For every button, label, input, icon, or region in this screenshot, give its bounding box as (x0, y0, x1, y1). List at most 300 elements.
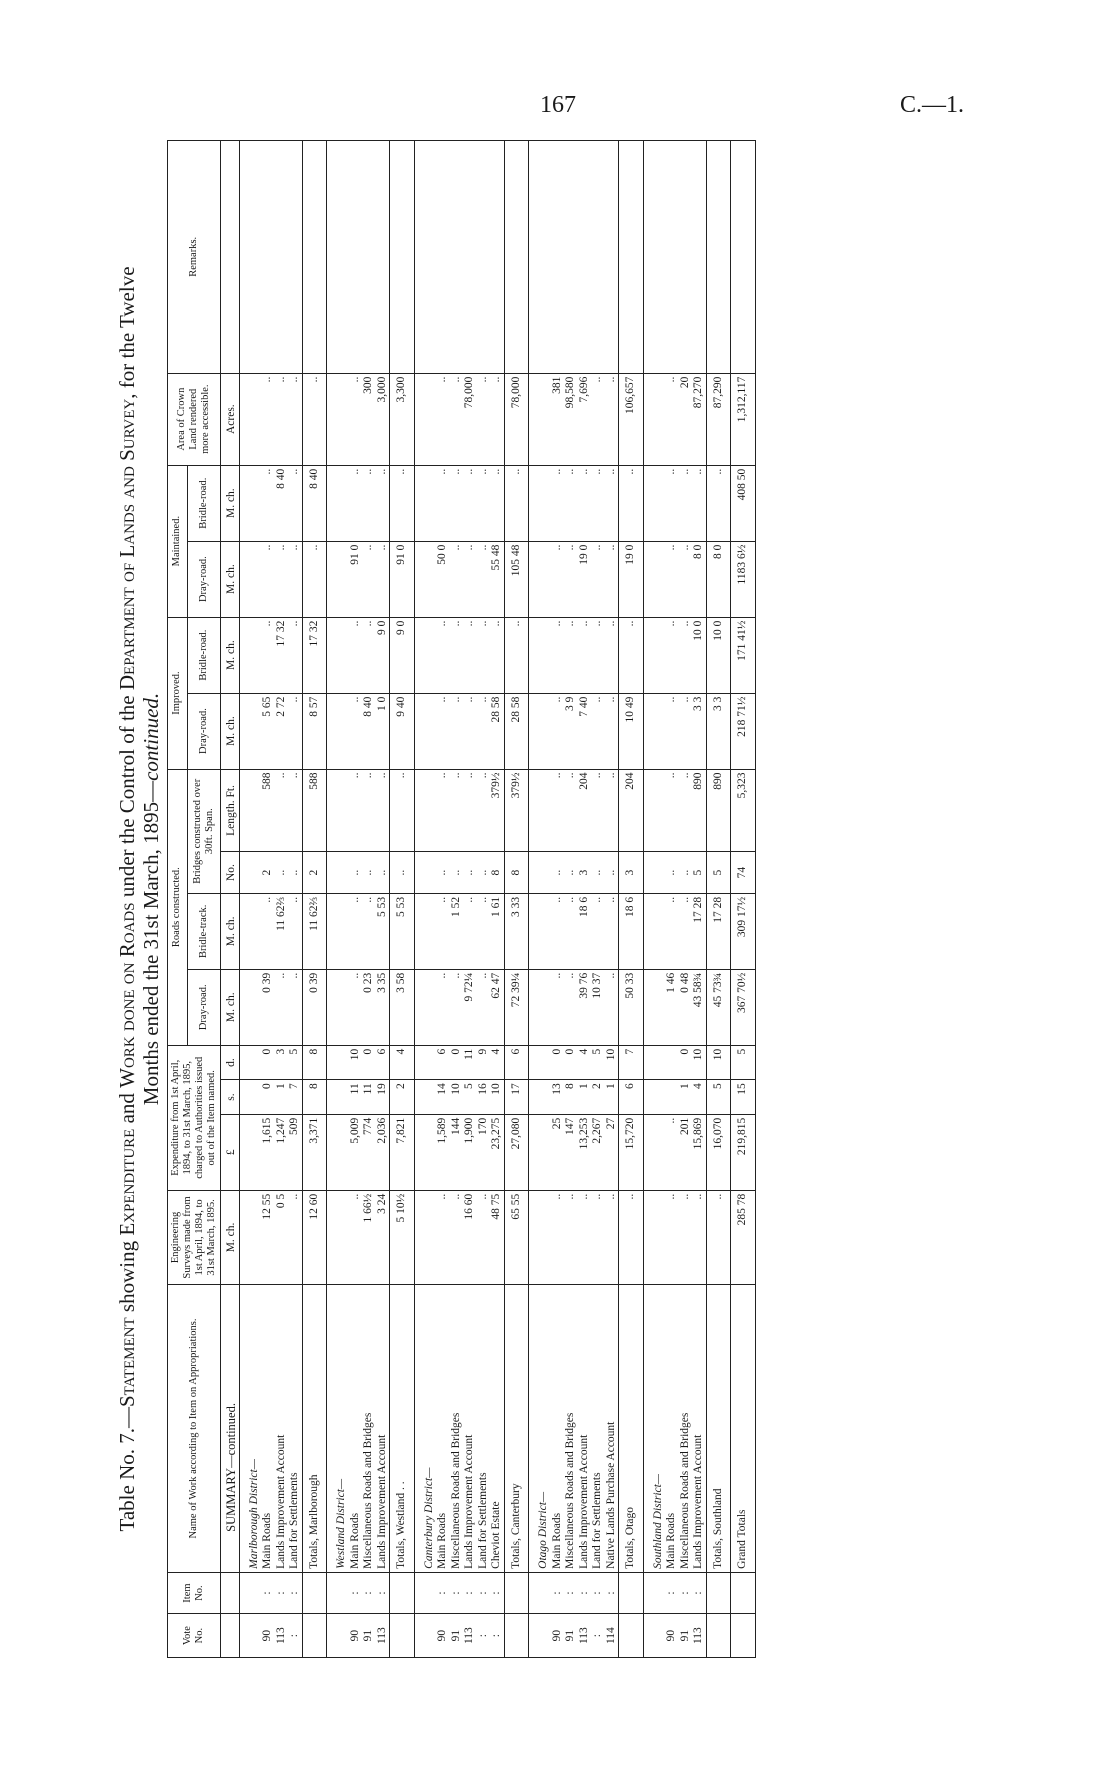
bridle-cell: .. (261, 893, 275, 969)
vote-no-cell: 90 (349, 1614, 363, 1658)
surveys-cell: 12 55 (261, 1190, 275, 1284)
br-no-cell: 3 (619, 852, 644, 893)
blank-cell (643, 373, 665, 465)
area-cell: .. (349, 373, 363, 465)
mnt-dray-cell: .. (463, 541, 477, 617)
imp-dray-cell: 218 71½ (731, 693, 756, 769)
exp-s-cell: 5 (706, 1080, 731, 1115)
exp-l-cell: 15,869 (692, 1114, 706, 1190)
blank-cell (619, 1572, 644, 1613)
exp-d-cell: 11 (463, 1045, 477, 1080)
blank-cell (239, 465, 261, 541)
exp-d-cell: 8 (302, 1045, 327, 1080)
item-no-cell: : (288, 1572, 302, 1613)
imp-bridle-cell: .. (450, 617, 464, 693)
remarks-cell (504, 141, 529, 374)
blank-cell (239, 141, 261, 374)
district-total-row (619, 141, 644, 1658)
dray-cell: .. (564, 969, 578, 1045)
area-cell: 300 (362, 373, 376, 465)
blank-cell (529, 893, 551, 969)
remarks-cell (261, 141, 275, 374)
title-expenditure: Expenditure (115, 1128, 139, 1236)
exp-l-cell: 509 (288, 1114, 302, 1190)
mnt-bridle-cell: .. (463, 465, 477, 541)
imp-dray-cell: .. (436, 693, 450, 769)
exp-l-cell: 2,036 (376, 1114, 390, 1190)
exp-l-cell: 1,615 (261, 1114, 275, 1190)
unit-dray: M. ch. (221, 969, 240, 1045)
br-len-cell: 890 (706, 769, 731, 852)
work-name-cell: Lands Improvement Account (275, 1285, 289, 1573)
mnt-bridle-cell: .. (578, 465, 592, 541)
blank-cell (529, 465, 551, 541)
exp-l-cell: 23,275 (490, 1114, 504, 1190)
remarks-cell (679, 141, 693, 374)
br-no-cell: .. (349, 852, 363, 893)
imp-dray-cell: 28 58 (490, 693, 504, 769)
vote-no-cell: 113 (275, 1614, 289, 1658)
grand-total-row (731, 141, 756, 1658)
unit-improved-dray: M. ch. (221, 693, 240, 769)
blank-cell (706, 1572, 731, 1613)
exp-d-cell: 6 (376, 1045, 390, 1080)
dray-cell: 39 76 (578, 969, 592, 1045)
work-name-cell: Main Roads (436, 1285, 450, 1573)
exp-s-cell: 13 (551, 1080, 565, 1115)
mnt-dray-cell: 50 0 (436, 541, 450, 617)
table-row (564, 141, 578, 1658)
imp-dray-cell: .. (349, 693, 363, 769)
col-vote-no: Vote No. (168, 1614, 221, 1658)
blank-cell (643, 852, 665, 893)
summary-heading: SUMMARY—continued. (221, 1285, 240, 1573)
imp-bridle-cell: 10 0 (692, 617, 706, 693)
mnt-bridle-cell: .. (490, 465, 504, 541)
br-no-cell: .. (450, 852, 464, 893)
br-no-cell: .. (591, 852, 605, 893)
item-no-cell: : (665, 1572, 679, 1613)
blank-cell (414, 852, 436, 893)
mnt-dray-cell: .. (275, 541, 289, 617)
table-body (221, 141, 756, 1658)
col-improved-bridle: Bridle-road. (187, 617, 220, 693)
remarks-cell (275, 141, 289, 374)
imp-dray-cell: 10 49 (619, 693, 644, 769)
item-no-cell: : (362, 1572, 376, 1613)
total-label-cell: Totals, Canterbury (504, 1285, 529, 1573)
exp-d-cell: 7 (619, 1045, 644, 1080)
blank-cell (414, 1045, 436, 1080)
work-name-cell: Lands Improvement Account (463, 1285, 477, 1573)
blank-cell (643, 1572, 665, 1613)
blank-cell (239, 969, 261, 1045)
imp-bridle-cell: 17 32 (302, 617, 327, 693)
dray-cell: 43 58¾ (692, 969, 706, 1045)
imp-bridle-cell: 9 0 (390, 617, 415, 693)
remarks-cell (564, 141, 578, 374)
br-no-cell: .. (477, 852, 491, 893)
dray-cell: 367 70½ (731, 969, 756, 1045)
area-cell: 7,696 (578, 373, 592, 465)
blank-cell (529, 141, 551, 374)
bridle-cell: 1 61 (490, 893, 504, 969)
blank-cell (239, 852, 261, 893)
mnt-dray-cell: 19 0 (619, 541, 644, 617)
total-label-cell: Grand Totals (731, 1285, 756, 1573)
title-and: and (115, 1087, 139, 1129)
unit-pounds: £ (221, 1114, 240, 1190)
remarks-cell (578, 141, 592, 374)
br-len-cell: 890 (692, 769, 706, 852)
remarks-cell (390, 141, 415, 374)
mnt-dray-cell: 91 0 (349, 541, 363, 617)
bridle-cell: 309 17½ (731, 893, 756, 969)
br-no-cell: .. (551, 852, 565, 893)
exp-l-cell: 25 (551, 1114, 565, 1190)
blank-cell (327, 1572, 349, 1613)
remarks-cell (302, 141, 327, 374)
mnt-bridle-cell: .. (362, 465, 376, 541)
unit-maintained-bridle: M. ch. (221, 465, 240, 541)
area-cell: .. (436, 373, 450, 465)
mnt-bridle-cell: .. (504, 465, 529, 541)
br-no-cell: .. (463, 852, 477, 893)
mnt-bridle-cell: .. (679, 465, 693, 541)
imp-bridle-cell: .. (490, 617, 504, 693)
blank-cell (239, 373, 261, 465)
total-label-cell: Totals, Otago (619, 1285, 644, 1573)
bridle-cell: 17 28 (706, 893, 731, 969)
exp-l-cell: 27 (605, 1114, 619, 1190)
blank-cell (414, 893, 436, 969)
bridle-cell: 5 53 (390, 893, 415, 969)
blank-cell (390, 1614, 415, 1658)
item-no-cell: : (463, 1572, 477, 1613)
blank-cell (414, 693, 436, 769)
area-cell: .. (275, 373, 289, 465)
dray-cell: 0 48 (679, 969, 693, 1045)
imp-dray-cell: .. (551, 693, 565, 769)
bridle-cell: 17 28 (692, 893, 706, 969)
surveys-cell: .. (436, 1190, 450, 1284)
title-showing: showing (115, 1235, 139, 1318)
district-total-row (504, 141, 529, 1658)
exp-s-cell: 4 (692, 1080, 706, 1115)
surveys-cell: .. (665, 1190, 679, 1284)
work-name-cell: Native Lands Purchase Account (605, 1285, 619, 1573)
exp-s-cell: 16 (477, 1080, 491, 1115)
blank-cell (239, 1080, 261, 1115)
exp-l-cell: 3,371 (302, 1114, 327, 1190)
col-roads-constructed: Roads constructed. (168, 769, 188, 1045)
remarks-cell (619, 141, 644, 374)
exp-s-cell: 11 (362, 1080, 376, 1115)
bridle-cell: 1 52 (450, 893, 464, 969)
title-for-twelve: , for the Twelve (115, 266, 139, 399)
bridle-cell: .. (679, 893, 693, 969)
exp-d-cell: 6 (504, 1045, 529, 1080)
br-no-cell: 2 (302, 852, 327, 893)
blank-cell (327, 693, 349, 769)
mnt-bridle-cell: .. (551, 465, 565, 541)
work-name-cell: Lands Improvement Account (578, 1285, 592, 1573)
remarks-cell (706, 141, 731, 374)
col-name-of-work: Name of Work according to Item on Appropriations. (168, 1285, 221, 1573)
vote-no-cell: : (477, 1614, 491, 1658)
exp-l-cell: 27,080 (504, 1114, 529, 1190)
table-row (362, 141, 376, 1658)
expenditure-table (167, 140, 756, 1658)
exp-l-cell: 15,720 (619, 1114, 644, 1190)
area-cell: 87,270 (692, 373, 706, 465)
exp-s-cell: 15 (731, 1080, 756, 1115)
br-len-cell: 204 (619, 769, 644, 852)
district-name: Otago District— (529, 1285, 551, 1573)
br-no-cell: .. (605, 852, 619, 893)
exp-d-cell: 10 (692, 1045, 706, 1080)
remarks-cell (450, 141, 464, 374)
imp-bridle-cell: .. (665, 617, 679, 693)
remarks-cell (665, 141, 679, 374)
bridle-cell: 18 6 (619, 893, 644, 969)
blank-cell (327, 465, 349, 541)
area-cell: .. (665, 373, 679, 465)
table-row (490, 141, 504, 1658)
surveys-cell: 0 5 (275, 1190, 289, 1284)
surveys-cell: .. (349, 1190, 363, 1284)
imp-bridle-cell: .. (349, 617, 363, 693)
exp-d-cell (665, 1045, 679, 1080)
imp-dray-cell: .. (665, 693, 679, 769)
br-len-cell: .. (450, 769, 464, 852)
remarks-cell (477, 141, 491, 374)
dray-cell: 0 39 (302, 969, 327, 1045)
mnt-dray-cell: 8 0 (692, 541, 706, 617)
area-cell: .. (261, 373, 275, 465)
item-no-cell: : (275, 1572, 289, 1613)
dray-cell: .. (275, 969, 289, 1045)
vote-no-cell: 113 (692, 1614, 706, 1658)
table-row (261, 141, 275, 1658)
imp-bridle-cell: 171 41½ (731, 617, 756, 693)
imp-dray-cell: .. (605, 693, 619, 769)
unit-pence: d. (221, 1045, 240, 1080)
blank-cell (529, 1080, 551, 1115)
item-no-cell: : (551, 1572, 565, 1613)
bridle-cell: .. (477, 893, 491, 969)
exp-s-cell: 8 (302, 1080, 327, 1115)
br-len-cell: 379½ (490, 769, 504, 852)
blank-cell (327, 141, 349, 374)
mnt-bridle-cell: .. (288, 465, 302, 541)
area-cell: 78,000 (463, 373, 477, 465)
blank-cell (731, 1572, 756, 1613)
blank-cell (504, 1572, 529, 1613)
imp-dray-cell: 8 40 (362, 693, 376, 769)
bridle-cell: .. (436, 893, 450, 969)
remarks-cell (692, 141, 706, 374)
blank-cell (239, 1572, 261, 1613)
br-len-cell: .. (390, 769, 415, 852)
exp-s-cell: 2 (390, 1080, 415, 1115)
exp-l-cell: 5,009 (349, 1114, 363, 1190)
surveys-cell: .. (450, 1190, 464, 1284)
vote-no-cell: : (591, 1614, 605, 1658)
blank-cell (529, 373, 551, 465)
blank-cell (643, 969, 665, 1045)
dray-cell: 9 72¼ (463, 969, 477, 1045)
item-no-cell: : (605, 1572, 619, 1613)
item-no-cell: : (477, 1572, 491, 1613)
imp-bridle-cell: .. (591, 617, 605, 693)
br-no-cell: .. (390, 852, 415, 893)
mnt-dray-cell: .. (665, 541, 679, 617)
surveys-cell: .. (679, 1190, 693, 1284)
blank-cell (302, 1572, 327, 1613)
exp-l-cell: 147 (564, 1114, 578, 1190)
bridle-cell: 3 33 (504, 893, 529, 969)
imp-bridle-cell: .. (578, 617, 592, 693)
item-no-cell: : (376, 1572, 390, 1613)
remarks-cell (288, 141, 302, 374)
blank-cell (643, 769, 665, 852)
blank-cell (414, 541, 436, 617)
area-cell: .. (288, 373, 302, 465)
vote-no-cell: 113 (578, 1614, 592, 1658)
br-len-cell: .. (376, 769, 390, 852)
blank-cell (529, 852, 551, 893)
exp-d-cell: 4 (578, 1045, 592, 1080)
bridle-cell: 5 53 (376, 893, 390, 969)
imp-bridle-cell: .. (288, 617, 302, 693)
blank-cell (731, 1614, 756, 1658)
title-prefix: Table No. 7.— (115, 1407, 139, 1532)
remarks-cell (362, 141, 376, 374)
remarks-cell (436, 141, 450, 374)
vote-no-cell: 90 (436, 1614, 450, 1658)
exp-s-cell: 5 (463, 1080, 477, 1115)
imp-dray-cell: .. (591, 693, 605, 769)
exp-d-cell: 4 (390, 1045, 415, 1080)
vote-no-cell: 91 (450, 1614, 464, 1658)
district-name: Canterbury District— (414, 1285, 436, 1573)
dray-cell: 0 23 (362, 969, 376, 1045)
br-no-cell: 2 (261, 852, 275, 893)
area-cell: 78,000 (504, 373, 529, 465)
table-title (115, 140, 163, 1658)
area-cell: 98,580 (564, 373, 578, 465)
imp-dray-cell: 3 9 (564, 693, 578, 769)
exp-s-cell: 1 (679, 1080, 693, 1115)
title-statement: Statement (115, 1317, 139, 1407)
district-name: Southland District— (643, 1285, 665, 1573)
imp-dray-cell: 3 3 (692, 693, 706, 769)
district-header-row (327, 141, 349, 1658)
unit-bridge-no: No. (221, 852, 240, 893)
unit-shillings: s. (221, 1080, 240, 1115)
exp-l-cell: 1,900 (463, 1114, 477, 1190)
dray-cell: .. (436, 969, 450, 1045)
area-cell: 20 (679, 373, 693, 465)
dray-cell: 62 47 (490, 969, 504, 1045)
imp-bridle-cell: 10 0 (706, 617, 731, 693)
remarks-cell (349, 141, 363, 374)
total-label-cell: Totals, Marlborough (302, 1285, 327, 1573)
exp-l-cell: 201 (679, 1114, 693, 1190)
table-row (463, 141, 477, 1658)
dray-cell: 3 35 (376, 969, 390, 1045)
br-no-cell: 8 (504, 852, 529, 893)
dray-cell: 45 73¾ (706, 969, 731, 1045)
imp-bridle-cell: .. (436, 617, 450, 693)
mnt-bridle-cell: .. (706, 465, 731, 541)
exp-d-cell: 5 (591, 1045, 605, 1080)
blank-cell (327, 893, 349, 969)
imp-dray-cell: 2 72 (275, 693, 289, 769)
imp-dray-cell: .. (463, 693, 477, 769)
remarks-cell (731, 141, 756, 374)
imp-bridle-cell: .. (504, 617, 529, 693)
unit-bridge-length: Length. Ft. (221, 769, 240, 852)
surveys-cell: .. (706, 1190, 731, 1284)
surveys-cell: 285 78 (731, 1190, 756, 1284)
exp-l-cell: .. (665, 1114, 679, 1190)
mnt-dray-cell: 19 0 (578, 541, 592, 617)
item-no-cell: : (578, 1572, 592, 1613)
work-name-cell: Miscellaneous Roads and Bridges (450, 1285, 464, 1573)
vote-no-cell: : (490, 1614, 504, 1658)
br-len-cell: .. (564, 769, 578, 852)
br-len-cell: .. (591, 769, 605, 852)
surveys-cell: .. (692, 1190, 706, 1284)
imp-dray-cell: 7 40 (578, 693, 592, 769)
surveys-cell: 48 75 (490, 1190, 504, 1284)
blank-cell (414, 1614, 436, 1658)
blank-cell (529, 1614, 551, 1658)
imp-dray-cell: 3 3 (706, 693, 731, 769)
unit-surveys: M. ch. (221, 1190, 240, 1284)
blank-cell (529, 1190, 551, 1284)
br-no-cell: .. (679, 852, 693, 893)
blank-cell (529, 617, 551, 693)
area-cell: 381 (551, 373, 565, 465)
mnt-dray-cell: .. (679, 541, 693, 617)
mnt-bridle-cell: .. (349, 465, 363, 541)
blank-cell (529, 541, 551, 617)
col-maintained-dray: Dray-road. (187, 541, 220, 617)
total-label-cell: Totals, Westland . . (390, 1285, 415, 1573)
bridle-cell: .. (605, 893, 619, 969)
exp-s-cell (665, 1080, 679, 1115)
rotated-table-sheet (115, 140, 982, 1658)
item-no-cell: : (591, 1572, 605, 1613)
table-row (605, 141, 619, 1658)
district-header-row (643, 141, 665, 1658)
work-name-cell: Main Roads (551, 1285, 565, 1573)
item-no-cell: : (349, 1572, 363, 1613)
blank-cell (239, 541, 261, 617)
bridle-cell: .. (463, 893, 477, 969)
remarks-cell (463, 141, 477, 374)
dray-cell: 0 39 (261, 969, 275, 1045)
blank-cell (643, 1190, 665, 1284)
mnt-dray-cell: .. (551, 541, 565, 617)
area-cell: 3,000 (376, 373, 390, 465)
surveys-cell: .. (288, 1190, 302, 1284)
exp-s-cell: 11 (349, 1080, 363, 1115)
table-row (591, 141, 605, 1658)
